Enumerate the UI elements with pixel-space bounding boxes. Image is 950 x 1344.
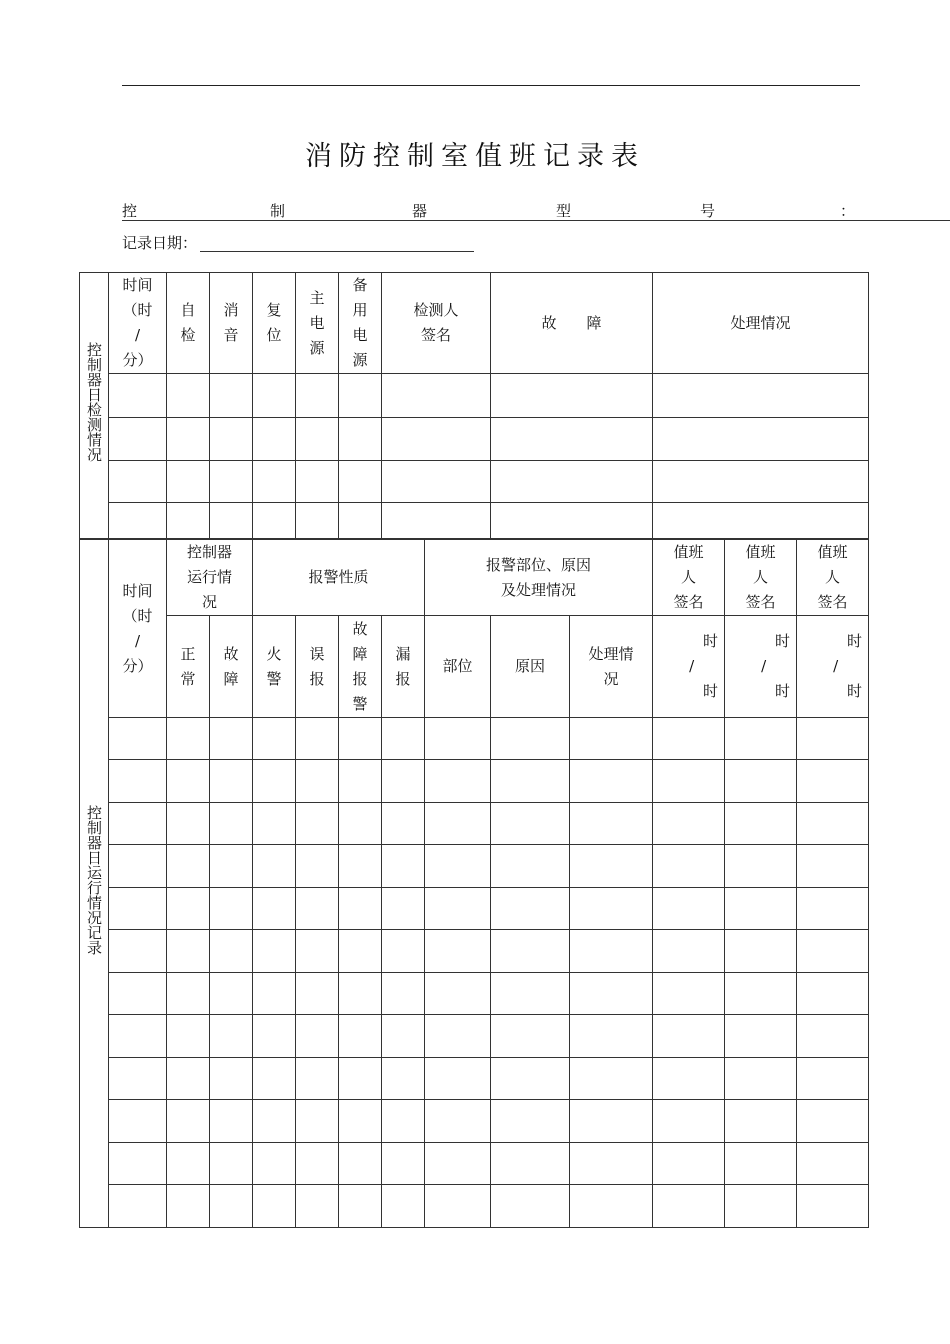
cell[interactable] <box>653 1185 725 1228</box>
header-missed-alarm: 漏 报 <box>382 616 425 718</box>
cell[interactable] <box>296 1100 339 1143</box>
cell[interactable] <box>109 1058 167 1100</box>
cell[interactable] <box>570 1100 653 1143</box>
cell[interactable] <box>109 1100 167 1143</box>
cell[interactable] <box>109 461 167 503</box>
cell[interactable] <box>296 845 339 888</box>
cell[interactable] <box>167 930 210 973</box>
cell[interactable] <box>210 760 253 803</box>
cell[interactable] <box>725 1058 797 1100</box>
cell[interactable] <box>339 845 382 888</box>
cell[interactable] <box>296 760 339 803</box>
cell[interactable] <box>653 888 725 930</box>
cell[interactable] <box>210 374 253 418</box>
cell[interactable] <box>296 374 339 418</box>
daily-operation-table <box>79 539 869 1228</box>
header-duty-signature: 值班 人 签名 <box>725 540 797 616</box>
table-row <box>80 503 869 539</box>
section1-side-label: 控制器日检测情况 <box>80 273 109 539</box>
cell[interactable] <box>491 930 570 973</box>
table-row <box>80 760 869 803</box>
cell[interactable] <box>491 1185 570 1228</box>
cell[interactable] <box>210 1100 253 1143</box>
cell[interactable] <box>570 803 653 845</box>
cell[interactable] <box>210 418 253 461</box>
table-row <box>80 930 869 973</box>
daily-inspection-table <box>79 272 869 539</box>
cell[interactable] <box>167 374 210 418</box>
cell[interactable] <box>167 803 210 845</box>
cell[interactable] <box>491 1100 570 1143</box>
cell[interactable] <box>491 1143 570 1185</box>
model-label-char: 型 <box>556 202 572 220</box>
cell[interactable] <box>167 1058 210 1100</box>
cell[interactable] <box>167 973 210 1015</box>
header-silence: 消 音 <box>210 273 253 374</box>
cell[interactable] <box>210 718 253 760</box>
cell[interactable] <box>425 1058 491 1100</box>
cell[interactable] <box>253 760 296 803</box>
cell[interactable] <box>382 930 425 973</box>
cell[interactable] <box>382 1143 425 1185</box>
section2-side-label: 控制器日运行情况记录 <box>80 540 109 1228</box>
cell[interactable] <box>296 418 339 461</box>
table-row <box>80 1015 869 1058</box>
cell[interactable] <box>339 888 382 930</box>
cell[interactable] <box>653 930 725 973</box>
cell[interactable] <box>491 1015 570 1058</box>
cell[interactable] <box>425 888 491 930</box>
cell[interactable] <box>725 1143 797 1185</box>
header-fault: 故 障 <box>210 616 253 718</box>
cell[interactable] <box>210 888 253 930</box>
cell[interactable] <box>425 718 491 760</box>
cell[interactable] <box>491 503 653 539</box>
cell[interactable] <box>167 1143 210 1185</box>
cell[interactable] <box>210 973 253 1015</box>
cell[interactable] <box>425 1100 491 1143</box>
cell[interactable] <box>296 718 339 760</box>
cell[interactable] <box>167 760 210 803</box>
header-fault-alarm: 故 障 报 警 <box>339 616 382 718</box>
cell[interactable] <box>382 374 491 418</box>
cell[interactable] <box>253 718 296 760</box>
table-row <box>80 1058 869 1100</box>
header-fault: 故 障 <box>491 273 653 374</box>
cell[interactable] <box>109 973 167 1015</box>
cell[interactable] <box>653 1100 725 1143</box>
cell[interactable] <box>296 1015 339 1058</box>
cell[interactable] <box>425 930 491 973</box>
cell[interactable] <box>725 718 797 760</box>
header-inspector: 检测人 签名 <box>382 273 491 374</box>
header-self-check: 自 检 <box>167 273 210 374</box>
cell[interactable] <box>253 1015 296 1058</box>
cell[interactable] <box>425 973 491 1015</box>
cell[interactable] <box>167 1100 210 1143</box>
cell[interactable] <box>382 1015 425 1058</box>
cell[interactable] <box>253 803 296 845</box>
cell[interactable] <box>725 930 797 973</box>
cell[interactable] <box>167 845 210 888</box>
cell[interactable] <box>210 461 253 503</box>
cell[interactable] <box>109 503 167 539</box>
cell[interactable] <box>570 888 653 930</box>
table-row <box>80 718 869 760</box>
cell[interactable] <box>339 374 382 418</box>
cell[interactable] <box>382 461 491 503</box>
cell[interactable] <box>491 461 653 503</box>
cell[interactable] <box>296 930 339 973</box>
table-row <box>80 1185 869 1228</box>
cell[interactable] <box>425 1143 491 1185</box>
cell[interactable] <box>296 461 339 503</box>
header-handling: 处理情 况 <box>570 616 653 718</box>
cell[interactable] <box>797 930 869 973</box>
cell[interactable] <box>797 845 869 888</box>
cell[interactable] <box>109 1185 167 1228</box>
cell[interactable] <box>339 973 382 1015</box>
cell[interactable] <box>210 930 253 973</box>
cell[interactable] <box>425 760 491 803</box>
cell[interactable] <box>491 718 570 760</box>
cell[interactable] <box>797 1143 869 1185</box>
header-shift-hours: 时 / 时 <box>653 616 725 718</box>
header-location: 部位 <box>425 616 491 718</box>
cell[interactable] <box>382 718 425 760</box>
cell[interactable] <box>797 1058 869 1100</box>
cell[interactable] <box>210 503 253 539</box>
cell[interactable] <box>653 760 725 803</box>
header-false-alarm: 误 报 <box>296 616 339 718</box>
header-fire: 火 警 <box>253 616 296 718</box>
cell[interactable] <box>109 888 167 930</box>
cell[interactable] <box>491 760 570 803</box>
cell[interactable] <box>296 1058 339 1100</box>
cell[interactable] <box>109 1143 167 1185</box>
cell[interactable] <box>253 1143 296 1185</box>
cell[interactable] <box>653 1143 725 1185</box>
cell[interactable] <box>725 760 797 803</box>
cell[interactable] <box>570 973 653 1015</box>
cell[interactable] <box>210 1058 253 1100</box>
cell[interactable] <box>296 803 339 845</box>
cell[interactable] <box>653 503 869 539</box>
table-row <box>80 461 869 503</box>
cell[interactable] <box>653 973 725 1015</box>
cell[interactable] <box>491 418 653 461</box>
cell[interactable] <box>109 1015 167 1058</box>
header-shift-hours: 时 / 时 <box>797 616 869 718</box>
model-field <box>122 200 950 221</box>
cell[interactable] <box>382 503 491 539</box>
cell[interactable] <box>725 1185 797 1228</box>
cell[interactable] <box>339 418 382 461</box>
header-time: 时间 （时 / 分） <box>109 540 167 718</box>
cell[interactable] <box>570 1143 653 1185</box>
model-label-char: 制 <box>270 202 286 220</box>
cell[interactable] <box>167 1185 210 1228</box>
cell[interactable] <box>570 930 653 973</box>
cell[interactable] <box>653 1058 725 1100</box>
cell[interactable] <box>109 374 167 418</box>
table-row <box>80 418 869 461</box>
cell[interactable] <box>109 803 167 845</box>
cell[interactable] <box>210 1143 253 1185</box>
header-alarm-type: 报警性质 <box>253 540 425 616</box>
cell[interactable] <box>570 718 653 760</box>
table-row <box>80 1100 869 1143</box>
cell[interactable] <box>253 930 296 973</box>
cell[interactable] <box>167 461 210 503</box>
cell[interactable] <box>296 973 339 1015</box>
cell[interactable] <box>339 1100 382 1143</box>
cell[interactable] <box>167 718 210 760</box>
cell[interactable] <box>653 374 869 418</box>
cell[interactable] <box>253 845 296 888</box>
cell[interactable] <box>210 803 253 845</box>
header-rule <box>122 85 860 86</box>
cell[interactable] <box>491 888 570 930</box>
cell[interactable] <box>253 1185 296 1228</box>
cell[interactable] <box>425 1015 491 1058</box>
header-run-status: 控制器 运行情 况 <box>167 540 253 616</box>
cell[interactable] <box>382 1058 425 1100</box>
cell[interactable] <box>797 973 869 1015</box>
table-row <box>80 374 869 418</box>
cell[interactable] <box>109 418 167 461</box>
cell[interactable] <box>109 718 167 760</box>
cell[interactable] <box>797 718 869 760</box>
cell[interactable] <box>382 760 425 803</box>
cell[interactable] <box>653 718 725 760</box>
cell[interactable] <box>797 760 869 803</box>
cell[interactable] <box>382 1185 425 1228</box>
cell[interactable] <box>491 845 570 888</box>
cell[interactable] <box>167 503 210 539</box>
model-label-char: 控 <box>122 202 138 220</box>
cell[interactable] <box>653 803 725 845</box>
cell[interactable] <box>653 845 725 888</box>
cell[interactable] <box>339 930 382 973</box>
cell[interactable] <box>725 1015 797 1058</box>
cell[interactable] <box>339 1015 382 1058</box>
cell[interactable] <box>725 1100 797 1143</box>
header-time: 时间 （时 / 分） <box>109 273 167 374</box>
header-normal: 正 常 <box>167 616 210 718</box>
cell[interactable] <box>296 888 339 930</box>
cell[interactable] <box>253 374 296 418</box>
cell[interactable] <box>491 973 570 1015</box>
page-title: 消防控制室值班记录表 <box>305 141 645 172</box>
cell[interactable] <box>725 803 797 845</box>
cell[interactable] <box>339 1058 382 1100</box>
cell[interactable] <box>425 845 491 888</box>
model-label-char: 号 <box>700 202 716 220</box>
cell[interactable] <box>109 760 167 803</box>
header-alarm-location: 报警部位、原因 及处理情况 <box>425 540 653 616</box>
cell[interactable] <box>253 503 296 539</box>
cell[interactable] <box>725 888 797 930</box>
cell[interactable] <box>109 845 167 888</box>
cell[interactable] <box>797 888 869 930</box>
header-cause: 原因 <box>491 616 570 718</box>
cell[interactable] <box>797 803 869 845</box>
cell[interactable] <box>339 803 382 845</box>
cell[interactable] <box>570 845 653 888</box>
cell[interactable] <box>253 888 296 930</box>
cell[interactable] <box>570 1015 653 1058</box>
header-duty-signature: 值班 人 签名 <box>653 540 725 616</box>
header-duty-signature: 值班 人 签名 <box>797 540 869 616</box>
cell[interactable] <box>425 803 491 845</box>
cell[interactable] <box>210 1015 253 1058</box>
table-row <box>80 973 869 1015</box>
cell[interactable] <box>725 845 797 888</box>
cell[interactable] <box>339 1185 382 1228</box>
cell[interactable] <box>382 973 425 1015</box>
header-shift-hours: 时 / 时 <box>725 616 797 718</box>
cell[interactable] <box>296 1185 339 1228</box>
cell[interactable] <box>167 888 210 930</box>
cell[interactable] <box>339 760 382 803</box>
cell[interactable] <box>570 760 653 803</box>
cell[interactable] <box>382 1100 425 1143</box>
cell[interactable] <box>382 418 491 461</box>
cell[interactable] <box>725 973 797 1015</box>
model-label-char: 器 <box>412 202 428 220</box>
table-row <box>80 1143 869 1185</box>
cell[interactable] <box>653 418 869 461</box>
header-reset: 复 位 <box>253 273 296 374</box>
cell[interactable] <box>296 1143 339 1185</box>
cell[interactable] <box>253 1100 296 1143</box>
cell[interactable] <box>382 803 425 845</box>
table-row <box>80 845 869 888</box>
cell[interactable] <box>253 418 296 461</box>
cell[interactable] <box>253 973 296 1015</box>
cell[interactable] <box>210 845 253 888</box>
record-date-label: 记录日期： <box>122 234 198 252</box>
cell[interactable] <box>382 845 425 888</box>
cell[interactable] <box>296 503 339 539</box>
cell[interactable] <box>491 374 653 418</box>
cell[interactable] <box>653 461 869 503</box>
cell[interactable] <box>339 1143 382 1185</box>
cell[interactable] <box>339 718 382 760</box>
table-row <box>80 803 869 845</box>
cell[interactable] <box>491 1058 570 1100</box>
cell[interactable] <box>570 1058 653 1100</box>
cell[interactable] <box>653 1015 725 1058</box>
cell[interactable] <box>797 1015 869 1058</box>
cell[interactable] <box>253 1058 296 1100</box>
cell[interactable] <box>167 418 210 461</box>
cell[interactable] <box>425 1185 491 1228</box>
cell[interactable] <box>167 1015 210 1058</box>
cell[interactable] <box>491 803 570 845</box>
cell[interactable] <box>382 888 425 930</box>
record-date-field[interactable] <box>200 251 474 252</box>
cell[interactable] <box>570 1185 653 1228</box>
cell[interactable] <box>797 1100 869 1143</box>
table-row <box>80 888 869 930</box>
header-main-power: 主 电 源 <box>296 273 339 374</box>
cell[interactable] <box>109 930 167 973</box>
cell[interactable] <box>339 503 382 539</box>
cell[interactable] <box>253 461 296 503</box>
cell[interactable] <box>210 1185 253 1228</box>
cell[interactable] <box>797 1185 869 1228</box>
header-backup-power: 备 用 电 源 <box>339 273 382 374</box>
cell[interactable] <box>339 461 382 503</box>
model-label-colon: ： <box>840 202 856 220</box>
header-handling: 处理情况 <box>653 273 869 374</box>
